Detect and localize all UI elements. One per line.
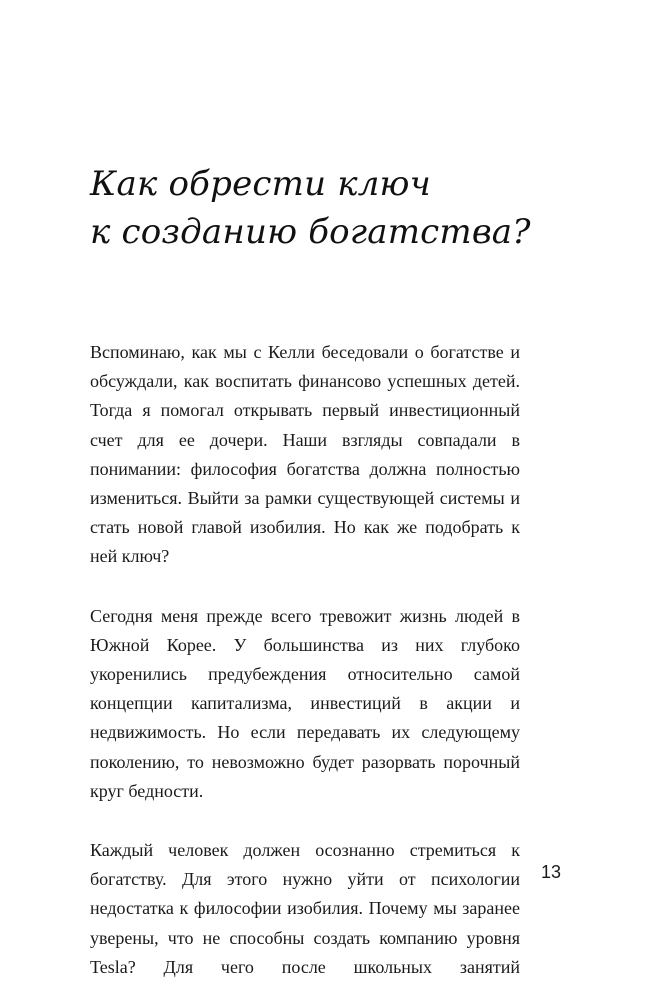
paragraph-3: Каждый человек должен осознанно стремиться к богатству. Для этого нужно уйти от психологии недостатка к философии изобилия. Почему мы заранее уверены, что не способны создать компанию уровня Tesla? Для чего после школьных занятий — [90, 840, 520, 977]
chapter-title — [90, 160, 570, 256]
chapter-title-line-2: к созданию богатства? — [90, 212, 531, 252]
paragraph-2: Сегодня меня прежде всего тревожит жизнь людей в Южной Корее. У большинства из них глубоко укоренились предубеждения относительно самой концепции капитализма, инвестиций в акции и недвижимость. Но если передавать их следующему поколению, то невозможно будет разорвать порочный круг бедности. — [90, 605, 520, 801]
chapter-title-line-1: Как обрести ключ — [90, 164, 432, 204]
body-text — [90, 338, 520, 982]
page-number: 13 — [541, 862, 562, 882]
paragraph-1: Вспоминаю, как мы с Келли беседовали о богатстве и обсуждали, как воспитать финансово успешных детей. Тогда я помогал открывать первый инвестиционный счет для ее дочери. Наши взгляды совпадали в понимании: философия богатства должна полностью измениться. Выйти за рамки существующей системы и стать новой главой изобилия. Но как же подобрать к ней ключ? — [90, 342, 520, 567]
